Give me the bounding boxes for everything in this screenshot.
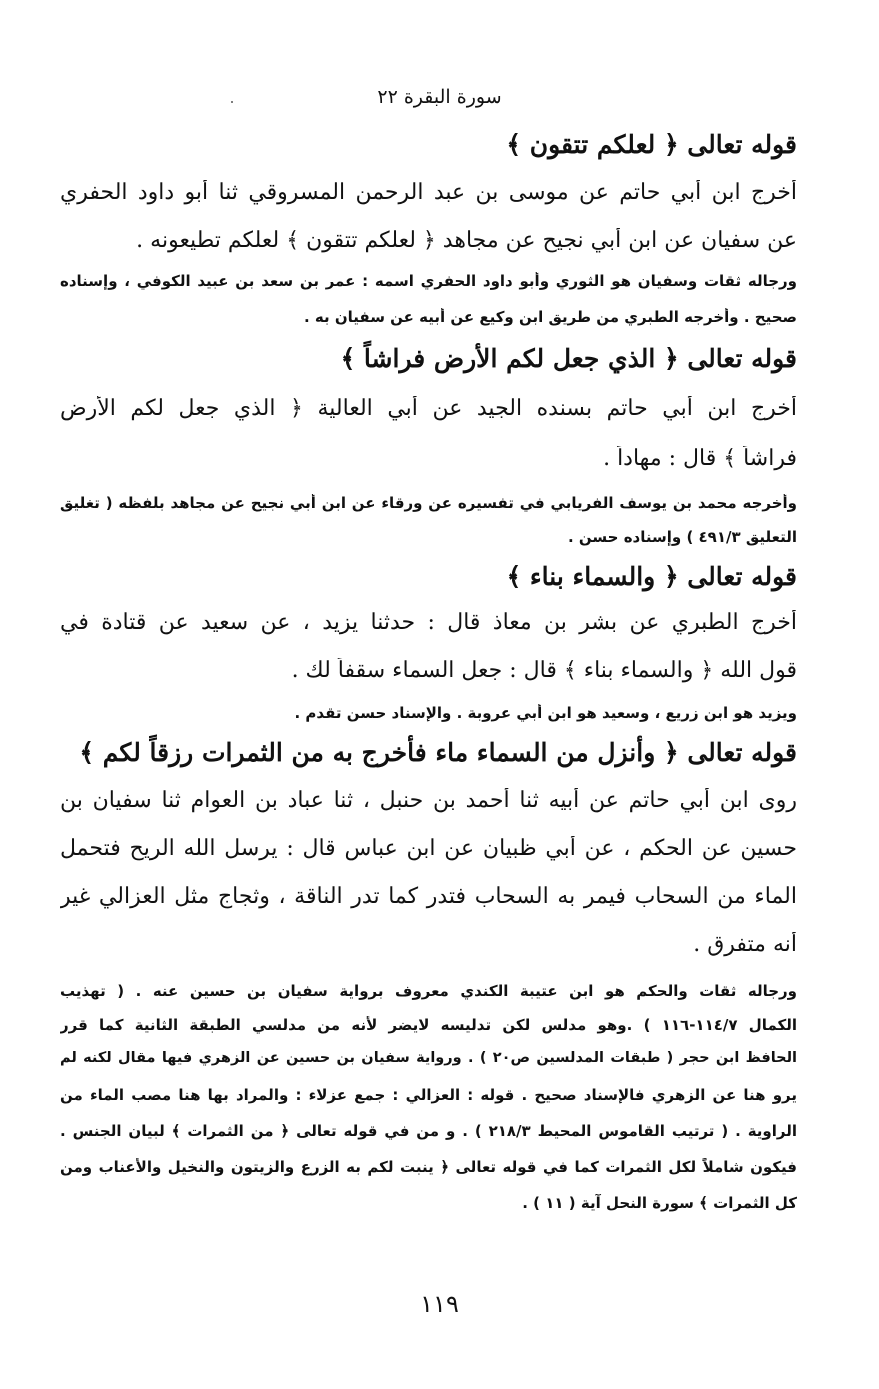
- section-1-heading: قوله تعالى ﴿ لعلكم تتقون ﴾: [506, 130, 797, 159]
- section-1-body-line: أخرج ابن أبي حاتم عن موسى بن عبد الرحمن المسروقي ثنا أبو داود الحفري: [60, 180, 797, 205]
- section-2-note-line: التعليق ٤٩١/٣ ) وإسناده حسن .: [567, 528, 797, 546]
- section-4-note-line: فيكون شاملاً لكل الثمرات كما في قوله تعالى ﴿ ينبت لكم به الزرع والزيتون والنخيل والأعناب ومن: [60, 1158, 797, 1176]
- section-4-note-line: الحافظ ابن حجر ( طبقات المدلسين ص٢٠ ) . ورواية سفيان بن حسين عن الزهري فيها مقال لكنه لم: [60, 1050, 797, 1066]
- section-4-note-line: كل الثمرات ﴾ سورة النحل آية ( ١١ ) .: [522, 1194, 797, 1212]
- section-2-note-line: وأخرجه محمد بن يوسف الفريابي في تفسيره عن ورقاء عن ابن أبي نجيح عن مجاهد بلفظه ( تغليق: [60, 494, 797, 512]
- section-4-note-line: ورجاله ثقات والحكم هو ابن عتيبة الكندي معروف برواية سفيان بن حسين عنه . ( تهذيب: [60, 982, 797, 1000]
- running-header: سورة البقرة ٢٢: [377, 86, 502, 108]
- section-4-note-line: الكمال ١١٤/٧-١١٦ ) .وهو مدلس لكن تدليسه لايضر لأنه من مدلسي الطبقة الثانية كما قرر: [60, 1016, 797, 1034]
- section-4-note-line: يرو هنا عن الزهري فالإسناد صحيح . قوله : العزالي : جمع عزلاء : والمراد بها هنا مصب الماء من: [60, 1086, 797, 1104]
- section-4-heading: قوله تعالى ﴿ وأنزل من السماء ماء فأخرج به من الثمرات رزقاً لكم ﴾: [79, 738, 797, 767]
- section-3-note-line: ويزيد هو ابن زريع ، وسعيد هو ابن أبي عروبة . والإسناد حسن تقدم .: [294, 704, 797, 722]
- section-3-heading: قوله تعالى ﴿ والسماء بناء ﴾: [506, 562, 797, 591]
- section-3-body-line: قول الله ﴿ والسماء بناء ﴾ قال : جعل السماء سقفاً لك .: [291, 658, 797, 683]
- section-3-body-line: أخرج الطبري عن بشر بن معاذ قال : حدثنا يزيد ، عن سعيد عن قتادة في: [60, 610, 797, 635]
- section-2-body-line: فراشاً ﴾ قال : مهاداً .: [603, 446, 797, 471]
- section-2-heading: قوله تعالى ﴿ الذي جعل لكم الأرض فراشاً ﴾: [340, 344, 797, 373]
- page-number: ١١٩: [420, 1290, 459, 1318]
- section-4-body-line: الماء من السحاب فيمر به السحاب فتدر كما تدر الناقة ، وثجاج مثل العزالي غير: [60, 884, 797, 909]
- section-4-body-line: حسين عن الحكم ، عن أبي ظبيان عن ابن عباس قال : يرسل الله الريح فتحمل: [60, 836, 797, 861]
- section-1-body-line: عن سفيان عن ابن أبي نجيح عن مجاهد ﴿ لعلكم تتقون ﴾ لعلكم تطيعونه .: [136, 228, 797, 253]
- section-4-note-line: الراوية . ( ترتيب القاموس المحيط ٢١٨/٣ ) . و من في قوله تعالى ﴿ من الثمرات ﴾ لبيان الجنس .: [60, 1122, 797, 1140]
- section-2-body-line: أخرج ابن أبي حاتم بسنده الجيد عن أبي العالية ﴿ الذي جعل لكم الأرض: [60, 396, 797, 421]
- section-4-body-line: روى ابن أبي حاتم عن أبيه ثنا أحمد بن حنبل ، ثنا عباد بن العوام ثنا سفيان بن: [60, 788, 797, 813]
- section-1-note-line: ورجاله ثقات وسفيان هو الثوري وأبو داود الحفري اسمه : عمر بن سعد بن عبيد الكوفي ، وإسناده: [60, 272, 797, 290]
- section-4-body-line: أنه متفرق .: [693, 932, 797, 957]
- section-1-note-line: صحيح . وأخرجه الطبري من طريق ابن وكيع عن أبيه عن سفيان به .: [303, 308, 797, 326]
